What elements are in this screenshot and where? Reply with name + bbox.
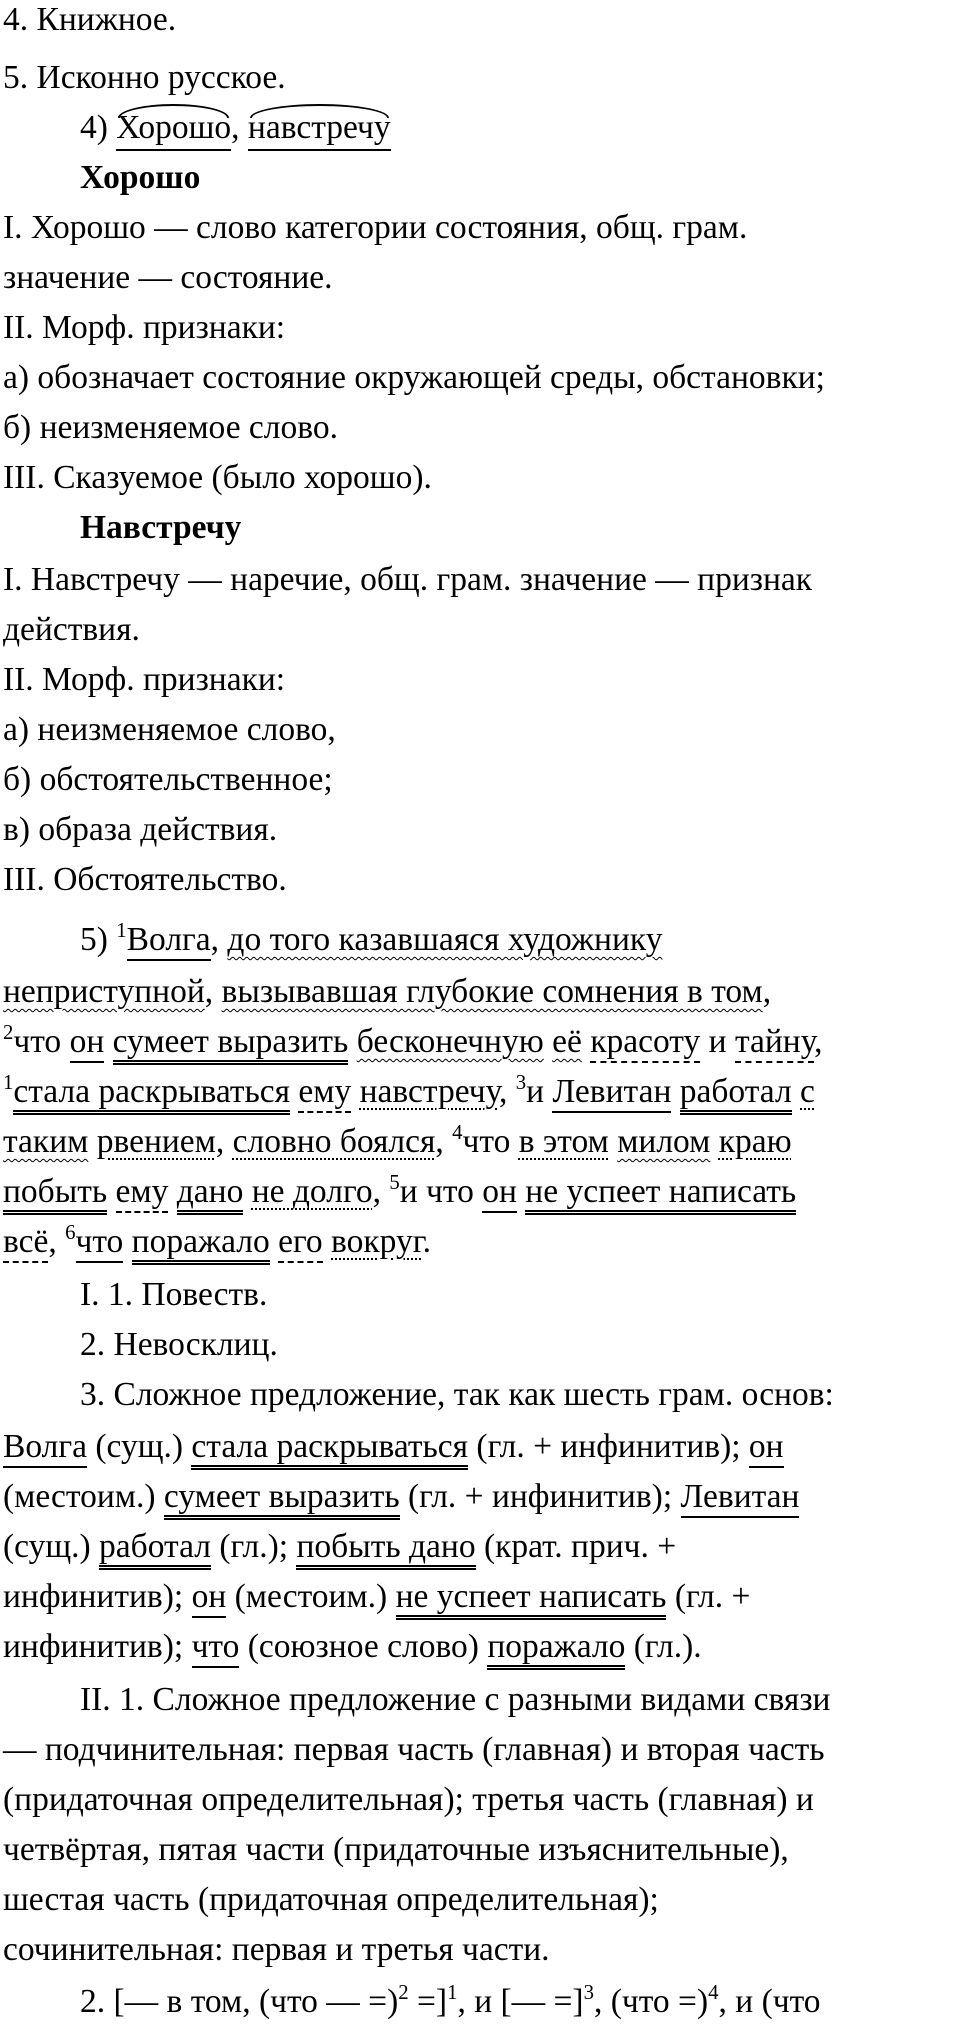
sentence-scheme: 2. [— в том, (что — =)$^2$ =]$^1$, и [— =]$^3$, (что =)$^4$, и (что: [80, 1980, 821, 2020]
sentence-line: побыть ему дано не долго, $^5$и что он не успеет написать: [3, 1172, 796, 1216]
sentence-line: неприступной, вызывавшая глубокие сомнения в том,: [3, 973, 772, 1010]
text-line: шестая часть (придаточная определительная);: [3, 1881, 659, 1918]
text-line: в) образа действия.: [3, 811, 278, 848]
text-line: I. 1. Повеств.: [80, 1276, 268, 1313]
grammar-basis-line: (местоим.) сумеет выразить (гл. + инфинитив); Левитан: [3, 1477, 799, 1521]
task-4-heading: 4) Хорошо, навстречу: [80, 108, 391, 152]
word-horosho: Хорошо: [116, 108, 231, 151]
text-line: значение — состояние.: [3, 259, 333, 296]
section-title-horosho: Хорошо: [80, 159, 201, 196]
text-line: — подчинительная: первая часть (главная) и вторая часть: [3, 1731, 825, 1768]
text-line: действия.: [3, 611, 140, 648]
text-line: I. Навстречу — наречие, общ. грам. значение — признак: [3, 561, 813, 598]
grammar-basis-line: Волга (сущ.) стала раскрываться (гл. + инфинитив); он: [3, 1427, 784, 1471]
text-line: II. Морф. признаки:: [3, 309, 286, 346]
word-navstrechu: навстречу: [248, 108, 391, 151]
sentence-line: всё, $^6$что поражало его вокруг.: [3, 1222, 431, 1266]
sentence-line: $^1$стала раскрываться ему навстречу, $^3$и Левитан работал с: [3, 1072, 815, 1116]
text-line: 4. Книжное.: [3, 1, 177, 38]
grammar-basis-line: (сущ.) работал (гл.); побыть дано (крат. прич. +: [3, 1527, 676, 1571]
grammar-basis-line: инфинитив); он (местоим.) не успеет написать (гл. +: [3, 1577, 750, 1621]
text-line: III. Обстоятельство.: [3, 861, 287, 898]
text-line: III. Сказуемое (было хорошо).: [3, 459, 432, 496]
text-line: б) обстоятельственное;: [3, 761, 333, 798]
text-line: сочинительная: первая и третья части.: [3, 1931, 550, 1968]
text-line: I. Хорошо — слово категории состояния, общ. грам.: [3, 209, 748, 246]
text-line: II. Морф. признаки:: [3, 661, 286, 698]
section-title-navstrechu: Навстречу: [80, 509, 242, 546]
grammar-basis-line: инфинитив); что (союзное слово) поражало (гл.).: [3, 1627, 702, 1671]
text-line: четвёртая, пятая части (придаточные изъяснительные),: [3, 1831, 789, 1868]
text-line: а) неизменяемое слово,: [3, 711, 336, 748]
text-line: 5. Исконно русское.: [3, 59, 286, 96]
text-line: б) неизменяемое слово.: [3, 409, 338, 446]
text-line: 2. Невосклиц.: [80, 1326, 278, 1363]
text-line: а) обозначает состояние окружающей среды, обстановки;: [3, 359, 825, 396]
sentence-line: таким рвением, словно боялся, $^4$что в этом милом краю: [3, 1120, 792, 1160]
sentence-line: $^2$что он сумеет выразить бесконечную её красоту и тайну,: [3, 1022, 823, 1066]
sentence-line: 5) $^1$Волга, до того казавшаяся художнику: [80, 920, 662, 964]
text-line: 3. Сложное предложение, так как шесть грам. основ:: [80, 1376, 834, 1413]
text-line: (придаточная определительная); третья часть (главная) и: [3, 1781, 814, 1818]
text-line: II. 1. Сложное предложение с разными видами связи: [80, 1681, 831, 1718]
